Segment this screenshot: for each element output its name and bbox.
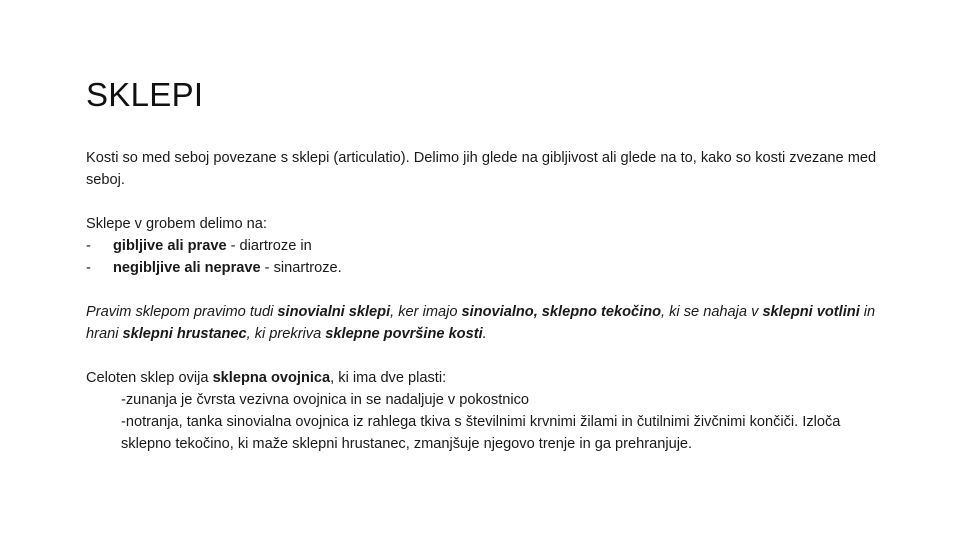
list-item: [86, 235, 886, 257]
bold-term: sklepni votlini: [762, 304, 860, 320]
text-run: , ker imajo: [390, 304, 462, 320]
list-dash: -: [86, 238, 91, 254]
synovial-paragraph: [86, 301, 886, 345]
intro-paragraph: Kosti so med seboj povezane s sklepi (articulatio). Delimo jih glede na gibljivost ali glede na to, kako so kosti zvezane med seboj.: [86, 150, 877, 188]
bold-term: sklepna ovojnica: [212, 370, 331, 386]
paragraph-gap: [86, 345, 886, 367]
list-item-bold: negibljive ali neprave: [113, 260, 261, 276]
list-item-bold: gibljive ali prave: [113, 238, 227, 254]
bold-term: sklepni hrustanec: [122, 326, 247, 342]
list-item: [86, 257, 886, 279]
bold-term: sinovialni sklepi: [277, 304, 391, 320]
text-run: , ki ima dve plasti:: [330, 370, 447, 386]
bold-term: sinovialno, sklepno tekočino: [461, 304, 662, 320]
list-item-rest: - sinartroze.: [260, 260, 342, 276]
bold-term: sklepne površine kosti: [325, 326, 483, 342]
capsule-paragraph: [86, 367, 886, 389]
paragraph-gap: [86, 191, 886, 213]
text-run: Celoten sklep ovija: [86, 370, 213, 386]
text-run: Pravim sklepom pravimo tudi: [86, 304, 278, 320]
slide-body: [86, 147, 886, 455]
classification-intro: Sklepe v grobem delimo na:: [86, 216, 267, 232]
list-item-text: [113, 235, 312, 257]
text-run: in hrani: [86, 304, 876, 342]
outer-layer-line: -zunanja je čvrsta vezivna ovojnica in se nadaljuje v pokostnico: [121, 392, 530, 408]
slide-title: SKLEPI: [86, 76, 204, 113]
text-run: , ki se nahaja v: [661, 304, 763, 320]
paragraph-gap: [86, 279, 886, 301]
text-run: , ki prekriva: [246, 326, 326, 342]
list-item-rest: - diartroze in: [226, 238, 312, 254]
list-item-text: [113, 257, 342, 279]
inner-layer-line: -notranja, tanka sinovialna ovojnica iz rahlega tkiva s številnimi krvnimi žilami in čutilnimi živčnimi končiči. Izloča sklepno tekočino, ki maže sklepni hrustanec, zmanjšuje njegovo trenje in ga prehranjuje.: [121, 414, 841, 452]
text-run: .: [482, 326, 487, 342]
list-dash: -: [86, 260, 91, 276]
